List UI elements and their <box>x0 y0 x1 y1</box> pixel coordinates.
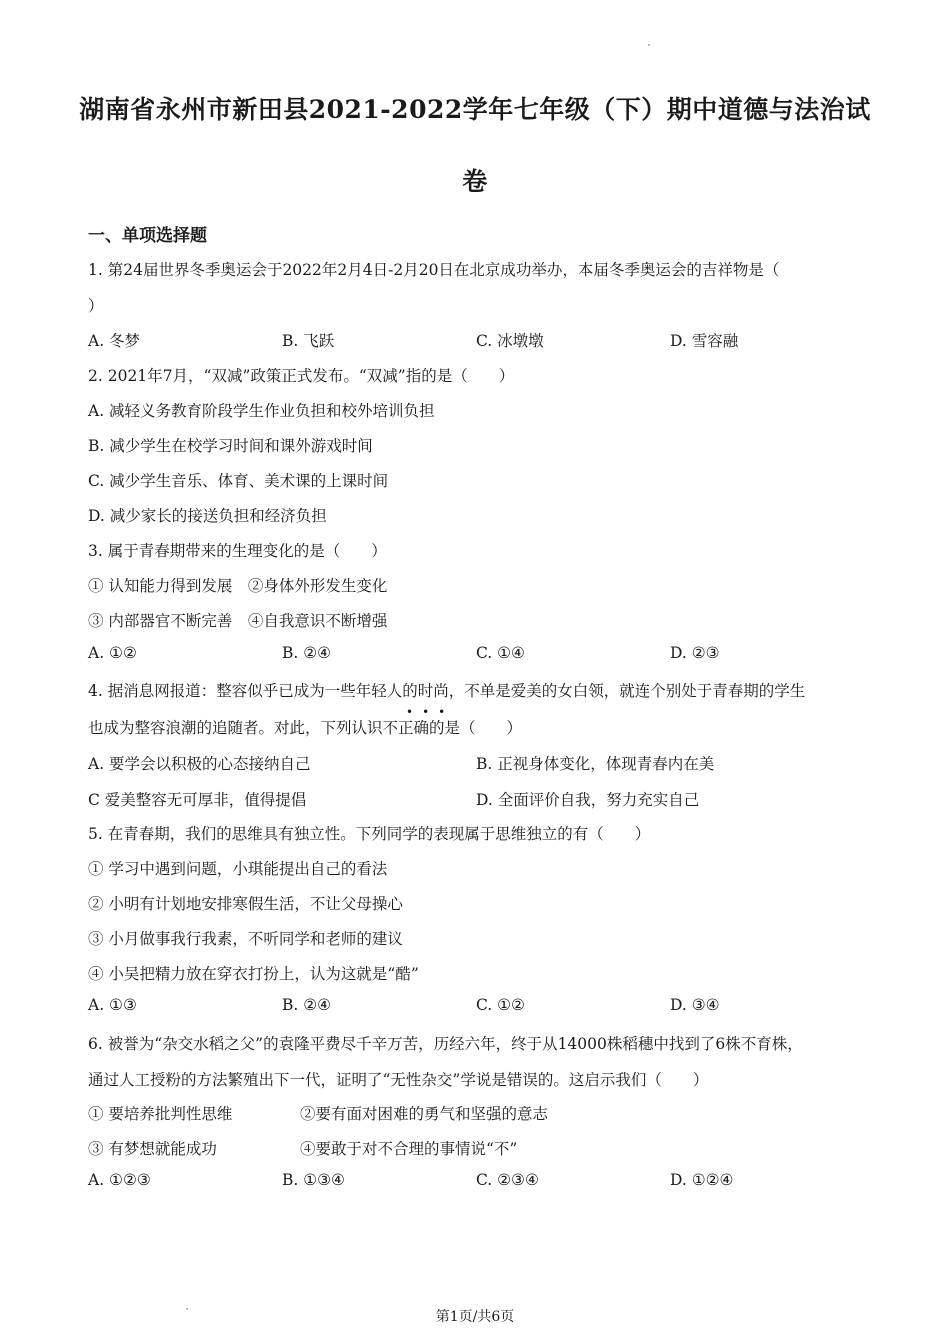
question-4-option-a: A. 要学会以积极的心态接纳自己 <box>88 755 311 773</box>
page-number-footer: 第1页/共6页 <box>435 1309 515 1325</box>
exam-title-line-1: 湖南省永州市新田县2021-2022学年七年级（下）期中道德与法治试 <box>79 95 871 124</box>
question-4-option-d: D. 全面评价自我，努力充实自己 <box>476 791 700 809</box>
question-2-option-d: D. 减少家长的接送负担和经济负担 <box>88 507 327 525</box>
question-4-stem-line-2: 也成为整容浪潮的追随者。对此，下列认识不正确的是（ ） <box>88 719 523 737</box>
question-6-option-d: D. ①②④ <box>670 1171 734 1189</box>
emphasis-dots: ••• <box>406 705 455 719</box>
question-2-stem: 2. 2021年7月，“双减”政策正式发布。“双减”指的是（ ） <box>88 367 515 385</box>
question-1-option-b: B. 飞跃 <box>282 332 335 350</box>
question-6-item-2: ②要有面对困难的勇气和坚强的意志 <box>300 1105 549 1123</box>
exam-title-line-2: 卷 <box>462 167 488 196</box>
question-2-option-c: C. 减少学生音乐、体育、美术课的上课时间 <box>88 472 389 490</box>
question-1-option-d: D. 雪容融 <box>670 332 739 350</box>
question-6-option-c: C. ②③④ <box>476 1171 539 1189</box>
question-1-option-a: A. 冬梦 <box>88 332 141 350</box>
question-5-option-c: C. ①② <box>476 996 525 1014</box>
question-3-item-row-1: ① 认知能力得到发展 ②身体外形发生变化 <box>88 577 388 595</box>
question-5-option-d: D. ③④ <box>670 996 720 1014</box>
question-5-option-b: B. ②④ <box>282 996 332 1014</box>
question-5-option-a: A. ①③ <box>88 996 137 1014</box>
question-6-item-3: ③ 有梦想就能成功 <box>88 1140 217 1158</box>
question-3-option-a: A. ①② <box>88 644 137 662</box>
question-6-stem-line-1: 6. 被誉为“杂交水稻之父”的袁隆平费尽千辛万苦，历经六年，终于从14000株稻穗中找到了6株不育株， <box>88 1035 803 1053</box>
question-1-stem-line-1: 1. 第24届世界冬季奥运会于2022年2月4日-2月20日在北京成功举办，本届冬季奥运会的吉祥物是（ <box>88 261 780 279</box>
question-3-option-d: D. ②③ <box>670 644 720 662</box>
question-1-option-c: C. 冰墩墩 <box>476 332 544 350</box>
question-5-item-3: ③ 小月做事我行我素，不听同学和老师的建议 <box>88 930 403 948</box>
question-5-stem: 5. 在青春期，我们的思维具有独立性。下列同学的表现属于思维独立的有（ ） <box>88 825 651 843</box>
question-6-option-b: B. ①③④ <box>282 1171 345 1189</box>
question-5-item-4: ④ 小吴把精力放在穿衣打扮上，认为这就是“酷” <box>88 965 419 983</box>
question-3-stem: 3. 属于青春期带来的生理变化的是（ ） <box>88 542 387 560</box>
question-5-item-1: ① 学习中遇到问题，小琪能提出自己的看法 <box>88 860 388 878</box>
question-3-item-row-2: ③ 内部器官不断完善 ④自我意识不断增强 <box>88 612 388 630</box>
question-6-option-a: A. ①②③ <box>88 1171 151 1189</box>
question-4-option-c: C 爱美整容无可厚非，值得提倡 <box>88 791 307 809</box>
question-2-option-b: B. 减少学生在校学习时间和课外游戏时间 <box>88 437 373 455</box>
section-heading: 一、单项选择题 <box>88 226 207 246</box>
question-2-option-a: A. 减轻义务教育阶段学生作业负担和校外培训负担 <box>88 402 435 420</box>
question-3-option-c: C. ①④ <box>476 644 525 662</box>
question-3-option-b: B. ②④ <box>282 644 332 662</box>
question-4-stem-line-1: 4. 据消息网报道：整容似乎已成为一些年轻人的时尚，不单是爱美的女白领，就连个别处于青春期的学生 <box>88 682 806 700</box>
question-6-stem-line-2: 通过人工授粉的方法繁殖出下一代，证明了“无性杂交”学说是错误的。这启示我们（ ） <box>88 1071 709 1089</box>
question-6-item-1: ① 要培养批判性思维 <box>88 1105 233 1123</box>
question-6-item-4: ④要敢于对不合理的事情说“不” <box>300 1140 518 1158</box>
question-5-item-2: ② 小明有计划地安排寒假生活，不让父母操心 <box>88 895 403 913</box>
scan-speck <box>648 44 650 46</box>
question-1-stem-line-2: ） <box>88 297 104 315</box>
question-4-option-b: B. 正视身体变化，体现青春内在美 <box>476 755 715 773</box>
